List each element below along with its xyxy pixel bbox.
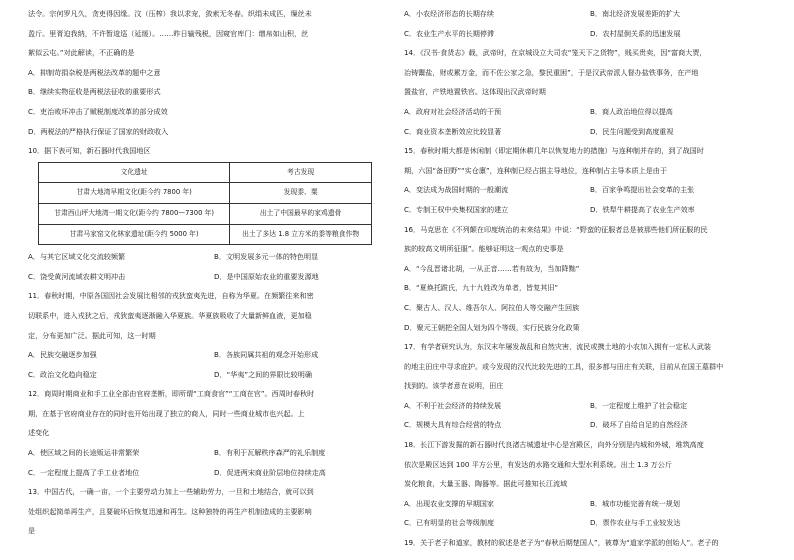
- option-d: D．是中国原始农业的重要发源地: [214, 271, 319, 281]
- option-row: [404, 102, 776, 122]
- option-b: B．城市功能完善有统一规划: [590, 498, 680, 508]
- option-a: A．小农经济形态的长期存续: [404, 9, 494, 18]
- option-b: B．百家争鸣提出社会变革的主张: [590, 185, 695, 195]
- option-b: B．商人政治地位得以提高: [590, 106, 673, 116]
- question-10-stem: 10．据下表可知，新石器时代我国地区: [28, 146, 151, 156]
- text-line: 期，在基于官府商业存在的同时也开始出现了独立的商人，同时一些商业城市也兴起。上: [28, 408, 305, 418]
- option-row: [28, 345, 400, 365]
- question-11-stem: 11．春秋时期，中原各国因社会发展比相邻的戎狄蛮夷先进，自称为华夏。在频繁往来和密: [28, 291, 314, 301]
- option-d: D．铁犁牛耕提高了农业生产效率: [590, 204, 695, 214]
- option-a: A．政府对社会经济活动的干预: [404, 106, 502, 116]
- option-d: D．民生问题受到高度重视: [590, 126, 674, 136]
- text-line: 法令。宗何罗凡久，贪吏得因缘。汶（压榨）我以求宠，敛索无冬春。织绢未成匹，缫丝未: [28, 9, 312, 18]
- right-column: [404, 4, 776, 553]
- question-18-stem: 18．长江下游发掘的新石器时代良渚古城遗址中心是宫殿区，向外分别是内城和外城，堆筑高度: [404, 440, 704, 450]
- option-a: A．“今乱晋诸北胡，一从正音……若有故为，当加降黜”: [404, 263, 580, 273]
- option-c: C．商业资本垄断效应比较显著: [404, 126, 502, 136]
- option-d: D．农村屋倒关系的迅速发展: [590, 28, 681, 38]
- question-14-stem: 14．《汉书·食货志》载，武帝时，在京城设立大司农“笼天下之货物”，贱买贵卖，因“富商大贾，: [404, 48, 707, 58]
- option-row: [404, 4, 776, 24]
- text-line: 是: [28, 526, 36, 536]
- text-line: 炭化粮食，大量玉器、陶器等。据此可推知长江流域: [404, 479, 568, 489]
- text-line: 置盐官，产铁地置铁官。这体现出汉武帝时期: [404, 87, 546, 97]
- option-row: [28, 443, 400, 463]
- option-c: C．一定程度上提高了手工业者地位: [28, 467, 140, 477]
- text-line: 找到的。该学者意在说明，田庄: [404, 381, 504, 391]
- option-c: C．聚古人、汉人、维吾尔人、阿拉伯人等交融产生回族: [404, 302, 580, 312]
- text-line: 处组织起简单再生产，且要破坏后恢复迅速和再生。这种独特的再生产机制造成的主要影响: [28, 506, 312, 516]
- question-15-stem: 15．春秋时期大都是休闲制（即定期休耕几年以恢复地力的措施）与连种制并存的，到了战国时: [404, 146, 704, 156]
- option-row: [404, 24, 776, 44]
- left-column: [28, 4, 400, 541]
- text-line: 族的较高文明所征服”。能够证明这一观点的史事是: [404, 244, 564, 254]
- text-line: 述变化: [28, 428, 50, 438]
- option-row: [404, 513, 776, 533]
- option-a: A．不利于社会经济的持续发展: [404, 400, 502, 410]
- option-row: [404, 200, 776, 220]
- option-a: A．民族交融逐步加强: [28, 350, 97, 360]
- question-12-stem: 12．商周时期商业和手工业全部由官府垄断，即所谓“工商食官”“工商在官”。西周时春秋时: [28, 389, 315, 399]
- option-row: [28, 365, 400, 385]
- question-19-stem: 19．关于老子和道家，教材的叙述是老子为“春秋后期楚国人”，被尊为“道家学派的创始人”。老子的: [404, 538, 719, 548]
- text-line: 盈斤。里胥迫我纳，不许暂逡巡（延缓）。……昨日输残税，因窥官库门：缯帛如山积，丝: [28, 28, 309, 38]
- option-a: A．使区域之间的长途贩运非常繁荣: [28, 448, 140, 458]
- table-cell: 甘肃马家窑文化林家遗址(距今约 5000 年): [39, 224, 230, 245]
- option-a: A．抑制苛捐杂税是两税法改革的题中之意: [28, 67, 161, 77]
- question-13-stem: 13．中国古代，一确一亩，一个主要劳动力加上一些辅助劳力，一旦和土地结合，就可以到: [28, 487, 314, 497]
- option-b: B．南北经济发展差距的扩大: [590, 9, 680, 18]
- option-row: [404, 396, 776, 416]
- option-d: D．两税法的严格执行保证了国家的财政收入: [28, 126, 169, 136]
- text-line: 期，六国“备田野”“实仓廪”，连种制已经占据主导地位，连种制占主导本质上是由于: [404, 165, 667, 175]
- text-line: 的地主田庄中寻求庇护。或今发现的汉代比较先进的工具，很多都与田庄有关联，目前从在国王墓群中: [404, 361, 724, 371]
- table-header: 考古发现: [230, 162, 372, 183]
- table-cell: 甘肃西山坪大地湾一期文化(距今约 7800—7300 年): [39, 203, 230, 224]
- option-c: C．规模大具有综合经营的特点: [404, 420, 502, 430]
- option-b: B．“夏焕托跋氏，九十九姓改为单者，皆复其旧”: [404, 283, 559, 293]
- table-cell: 发现黍、粟: [230, 183, 372, 204]
- option-row: [28, 463, 400, 483]
- table-cell: 甘肃大地湾早期文化(距今约 7800 年): [39, 183, 230, 204]
- option-d: D．票作农业与手工业较发达: [590, 518, 681, 528]
- text-line: 定，分布更加广泛。据此可知，这一时期: [28, 330, 156, 340]
- text-line: 絮似云屯。”对此解读，不正确的是: [28, 48, 135, 58]
- option-b: B．文明发展多元一体的特色明显: [214, 252, 319, 262]
- option-a: A．与其它区域文化交流较频繁: [28, 252, 126, 262]
- option-d: D．“华夷”之间的界限比较明确: [214, 369, 312, 379]
- option-row: [404, 494, 776, 514]
- option-d: D．破坏了自给自足的自然经济: [590, 420, 688, 430]
- table-cell: 出土了中国最早的家鸡遗骨: [230, 203, 372, 224]
- option-a: A．变法成为战国时期的一般潮流: [404, 185, 509, 195]
- table-row: [39, 224, 372, 245]
- table-header: 文化遗址: [39, 162, 230, 183]
- option-b: B．有利于瓦解秩序森严的礼乐制度: [214, 448, 326, 458]
- option-b: B．继续实物征收是两税法征收的重要形式: [28, 87, 161, 97]
- option-d: D．聚元王朝把全国人划为四个等级，实行民族分化政策: [404, 322, 580, 332]
- option-b: B．各族同属共祖的观念开始形成: [214, 350, 319, 360]
- archaeology-table: [38, 162, 372, 245]
- option-b: B．一定程度上维护了社会稳定: [590, 400, 688, 410]
- option-c: C．吏治败坏冲击了赋税制度改革的部分成效: [28, 106, 168, 116]
- text-line: 冶铸鬻盐，财或累万金，而不佐公家之急，黎民重困”，于是汉武帝派人督办盐铁事务，在产地: [404, 67, 699, 77]
- option-c: C．专制王权中央集权国家的建立: [404, 204, 509, 214]
- text-line: 切联系中，进入戎狄之后，戎狄蛮夷逐渐融入华夏族。华夏族吸收了大量新鲜血液，更加稳: [28, 310, 312, 320]
- option-c: C．已有明显的社会等级制度: [404, 518, 495, 528]
- question-16-stem: 16．马克思在《不列颠在印度统治的未来结果》中说：“野蛮的征服者总是被那些他们所征服的民: [404, 224, 708, 234]
- text-line: 依次是殿区达到 100 平方公里，有发达的水路交通和大型水利系统。出土 1.3 万公斤: [404, 459, 672, 469]
- option-row: [28, 247, 400, 267]
- option-row: [404, 122, 776, 142]
- option-c: C．农业生产水平的长期停滞: [404, 28, 495, 38]
- option-row: [28, 267, 400, 287]
- option-row: [404, 180, 776, 200]
- question-17-stem: 17．有学者研究认为，东汉末年屡发战乱和自然灾害，流民或携土地的小农加入拥有一定私人武装: [404, 342, 711, 352]
- table-row: [39, 203, 372, 224]
- option-c: C．饶受黄河流域农耕文明冲击: [28, 271, 126, 281]
- option-c: C．政治文化趋向稳定: [28, 369, 97, 379]
- table-row: [39, 183, 372, 204]
- table-cell: 出土了多达 1.8 立方米的黍等粮食作物: [230, 224, 372, 245]
- option-d: D．促进两宋商业阶层地位持续走高: [214, 467, 326, 477]
- option-row: [404, 415, 776, 435]
- option-a: A．出现农业支撑的早期国家: [404, 498, 494, 508]
